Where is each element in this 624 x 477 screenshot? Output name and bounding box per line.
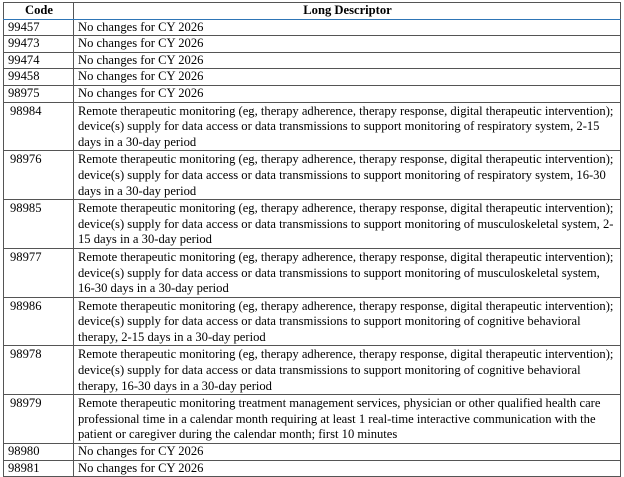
code-cell: 99474 xyxy=(4,52,74,69)
descriptor-cell: Remote therapeutic monitoring (eg, therapy adherence, therapy response, digital therapeutic intervention); device(s) supply for data access or data transmissions to support monitoring of musculoskeletal system, 2-15 days in a 30-day period xyxy=(74,200,621,249)
code-cell: 98976 xyxy=(4,151,74,200)
descriptor-cell: Remote therapeutic monitoring treatment management services, physician or other qualified health care professional time in a calendar month requiring at least 1 real-time interactive communication with the patient or caregiver during the calendar month; first 10 minutes xyxy=(74,395,621,444)
code-cell: 99473 xyxy=(4,36,74,53)
code-cell: 98979 xyxy=(4,395,74,444)
code-cell: 98977 xyxy=(4,248,74,297)
code-cell: 98981 xyxy=(4,460,74,477)
code-cell: 98984 xyxy=(4,102,74,151)
table-row xyxy=(4,19,621,36)
table-row xyxy=(4,200,621,249)
table-row xyxy=(4,36,621,53)
code-cell: 98986 xyxy=(4,297,74,346)
descriptor-cell: No changes for CY 2026 xyxy=(74,19,621,36)
table-row xyxy=(4,297,621,346)
table-header-row xyxy=(4,3,621,20)
descriptor-cell: Remote therapeutic monitoring (eg, therapy adherence, therapy response, digital therapeutic intervention); device(s) supply for data access or data transmissions to support monitoring of respiratory system, 16-30 days in a 30-day period xyxy=(74,151,621,200)
descriptor-cell: Remote therapeutic monitoring (eg, therapy adherence, therapy response, digital therapeutic intervention); device(s) supply for data access or data transmissions to support monitoring of cognitive behavioral therapy, 2-15 days in a 30-day period xyxy=(74,297,621,346)
descriptor-cell: Remote therapeutic monitoring (eg, therapy adherence, therapy response, digital therapeutic intervention); device(s) supply for data access or data transmissions to support monitoring of cognitive behavioral therapy, 16-30 days in a 30-day period xyxy=(74,346,621,395)
descriptor-cell: No changes for CY 2026 xyxy=(74,85,621,102)
descriptor-cell: No changes for CY 2026 xyxy=(74,69,621,86)
table-row xyxy=(4,151,621,200)
table-row xyxy=(4,69,621,86)
cpt-code-table xyxy=(3,2,621,477)
code-cell: 99457 xyxy=(4,19,74,36)
table-row xyxy=(4,346,621,395)
code-cell: 99458 xyxy=(4,69,74,86)
code-cell: 98978 xyxy=(4,346,74,395)
table-row xyxy=(4,102,621,151)
table-row xyxy=(4,460,621,477)
table-row xyxy=(4,395,621,444)
table-row xyxy=(4,85,621,102)
descriptor-cell: No changes for CY 2026 xyxy=(74,460,621,477)
code-cell: 98980 xyxy=(4,444,74,461)
descriptor-cell: Remote therapeutic monitoring (eg, therapy adherence, therapy response, digital therapeutic intervention); device(s) supply for data access or data transmissions to support monitoring of respiratory system, 2-15 days in a 30-day period xyxy=(74,102,621,151)
table-row xyxy=(4,52,621,69)
descriptor-cell: No changes for CY 2026 xyxy=(74,36,621,53)
descriptor-cell: Remote therapeutic monitoring (eg, therapy adherence, therapy response, digital therapeutic intervention); device(s) supply for data access or data transmissions to support monitoring of musculoskeletal system, 16-30 days in a 30-day period xyxy=(74,248,621,297)
code-cell: 98985 xyxy=(4,200,74,249)
descriptor-cell: No changes for CY 2026 xyxy=(74,52,621,69)
header-code: Code xyxy=(4,3,74,20)
header-long-descriptor: Long Descriptor xyxy=(74,3,621,20)
table-row xyxy=(4,248,621,297)
descriptor-cell: No changes for CY 2026 xyxy=(74,444,621,461)
code-cell: 98975 xyxy=(4,85,74,102)
